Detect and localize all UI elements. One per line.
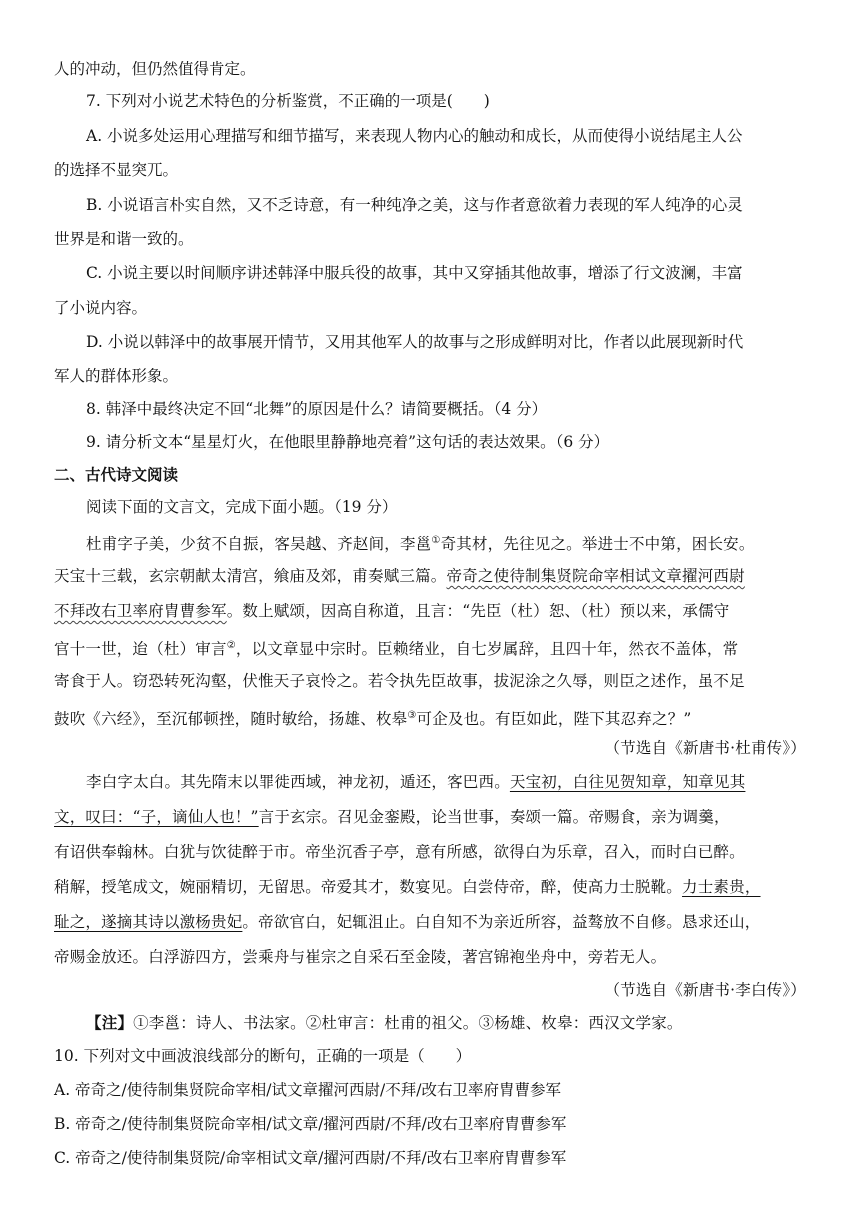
option-7b: B. 小说语言朴实自然，又不乏诗意，有一种纯净之美，这与作者意欲着力表现的军人纯净的心灵 bbox=[86, 196, 743, 214]
option-10c: C. 帝奇之/使待制集贤院/命宰相试文章/擢河西尉/不拜/改右卫率府胄曹参军 bbox=[54, 1149, 567, 1167]
passage-1-line: 不拜改右卫率府胄曹参军。数上赋颂，因高自称道，且言：“先臣（杜）恕、（杜）预以来，承儒守 bbox=[54, 602, 730, 620]
passage-2-line: 文，叹曰：“子，谪仙人也！”言于玄宗。召见金銮殿，论当世事，奏颂一篇。帝赐食，亲为调羹， bbox=[54, 808, 730, 826]
passage-2-line: 耻之，遂摘其诗以激杨贵妃。帝欲官白，妃辄沮止。白自知不为亲近所容，益骜放不自修。恳求还山， bbox=[54, 913, 761, 931]
option-7d-cont: 军人的群体形象。 bbox=[54, 367, 179, 385]
source-citation: （节选自《新唐书·杜甫传》） bbox=[604, 739, 806, 757]
reading-instruction: 阅读下面的文言文，完成下面小题。（19 分） bbox=[86, 498, 398, 516]
footnotes: 【注】①李邕：诗人、书法家。②杜审言：杜甫的祖父。③杨雄、枚皋：西汉文学家。 bbox=[86, 1013, 683, 1032]
option-7a-cont: 的选择不显突兀。 bbox=[54, 161, 179, 179]
underlined-text: 文，叹曰：“子，谪仙人也！” bbox=[54, 808, 259, 826]
question-8: 8. 韩泽中最终决定不回“北舞”的原因是什么？请简要概括。（4 分） bbox=[86, 400, 548, 418]
passage-2-line: 稍解，授笔成文，婉丽精切，无留思。帝爱其才，数宴见。白尝侍帝，醉，使高力士脱靴。力士素贵， bbox=[54, 878, 761, 896]
passage-1-line: 官十一世，迨（杜）审言②，以文章显中宗时。臣赖绪业，自七岁属辞，且四十年，然衣不盖体，常 bbox=[54, 640, 739, 659]
section-heading: 二、古代诗文阅读 bbox=[54, 465, 179, 484]
passage-2-line: 帝赐金放还。白浮游四方，尝乘舟与崔宗之自采石至金陵，著宫锦袍坐舟中，旁若无人。 bbox=[54, 948, 667, 966]
passage-1-line: 天宝十三载，玄宗朝献太清宫，飨庙及郊，甫奏赋三篇。帝奇之使待制集贤院命宰相试文章擢河西尉 bbox=[54, 567, 745, 585]
source-citation: （节选自《新唐书·李白传》） bbox=[604, 981, 806, 999]
option-7a: A. 小说多处运用心理描写和细节描写，来表现人物内心的触动和成长，从而使得小说结尾主人公 bbox=[86, 127, 743, 145]
option-7b-cont: 世界是和谐一致的。 bbox=[54, 230, 194, 248]
passage-2-line: 李白字太白。其先隋末以罪徙西域，神龙初，遁还，客巴西。天宝初，白往见贺知章，知章见其 bbox=[86, 773, 746, 791]
text-line: 人的冲动，但仍然值得肯定。 bbox=[54, 60, 256, 78]
option-7c-cont: 了小说内容。 bbox=[54, 299, 148, 317]
passage-2-line: 有诏供奉翰林。白犹与饮徒醉于市。帝坐沉香子亭，意有所感，欲得白为乐章，召入，而时白已醉。 bbox=[54, 843, 745, 861]
question-7: 7. 下列对小说艺术特色的分析鉴赏，不正确的一项是( ) bbox=[86, 92, 490, 110]
wavy-underlined-text: 不拜改右卫率府胄曹参军 bbox=[54, 602, 227, 620]
footnote-ref: ② bbox=[226, 640, 236, 651]
note-label: 【注】 bbox=[86, 1013, 134, 1032]
question-9: 9. 请分析文本“星星灯火，在他眼里静静地亮着”这句话的表达效果。（6 分） bbox=[86, 433, 610, 451]
option-10a: A. 帝奇之/使待制集贤院命宰相/试文章擢河西尉/不拜/改右卫率府胄曹参军 bbox=[54, 1081, 561, 1099]
question-10: 10. 下列对文中画波浪线部分的断句，正确的一项是（ ） bbox=[54, 1047, 472, 1065]
option-7d: D. 小说以韩泽中的故事展开情节，又用其他军人的故事与之形成鲜明对比，作者以此展现新时代 bbox=[86, 333, 744, 351]
underlined-text: 天宝初，白往见贺知章，知章见其 bbox=[509, 773, 746, 791]
option-10b: B. 帝奇之/使待制集贤院命宰相/试文章/擢河西尉/不拜/改右卫率府胄曹参军 bbox=[54, 1115, 567, 1133]
option-7c: C. 小说主要以时间顺序讲述韩泽中服兵役的故事，其中又穿插其他故事，增添了行文波澜，丰富 bbox=[86, 264, 743, 282]
wavy-underlined-text: 帝奇之使待制集贤院命宰相试文章擢河西尉 bbox=[446, 567, 745, 585]
underlined-text: 力士素贵， bbox=[682, 878, 761, 896]
passage-1-line: 寄食于人。窃恐转死沟壑，伏惟天子哀怜之。若令执先臣故事，拔泥涂之久辱，则臣之述作，虽不足 bbox=[54, 672, 745, 690]
passage-1-line: 鼓吹《六经》，至沉郁顿挫，随时敏给，扬雄、枚皋③可企及也。有臣如此，陛下其忍弃之？” bbox=[54, 710, 692, 729]
passage-1-line: 杜甫字子美，少贫不自振，客吴越、齐赵间，李邕①奇其材，先往见之。举进士不中第，困长安。 bbox=[86, 535, 755, 554]
footnote-ref: ① bbox=[431, 535, 441, 546]
underlined-text: 耻之，遂摘其诗以激杨贵妃 bbox=[54, 913, 243, 931]
footnote-ref: ③ bbox=[407, 710, 417, 721]
